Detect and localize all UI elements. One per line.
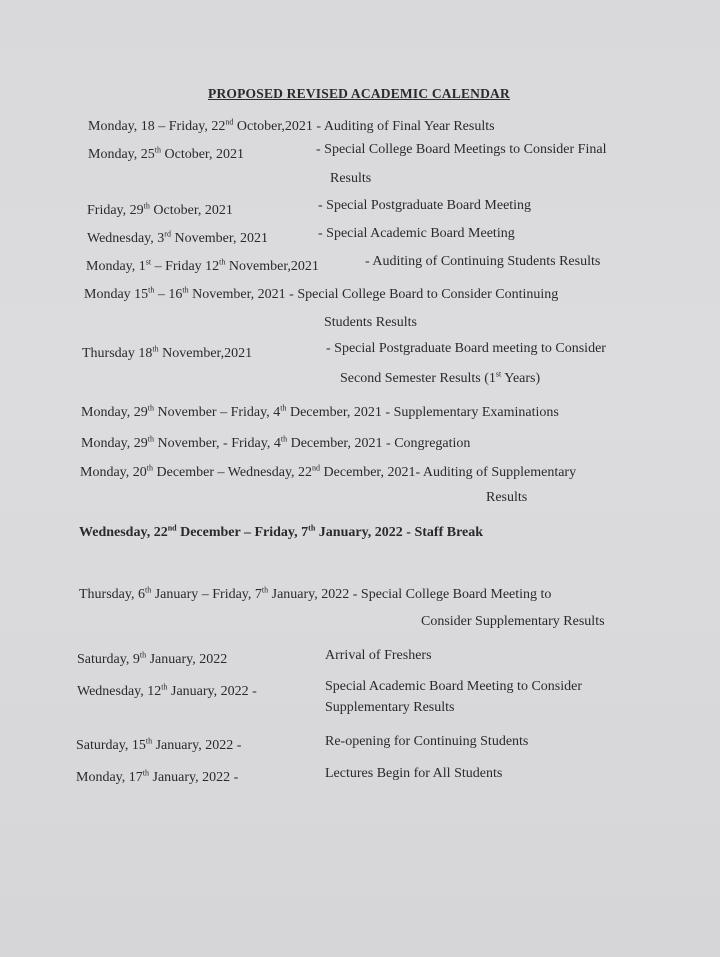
calendar-entry-event: - Special Postgraduate Board meeting to Consider (326, 341, 606, 356)
calendar-entry-date: Monday, 17th January, 2022 - (76, 768, 239, 785)
calendar-entry-date: Monday, 18 – Friday, 22nd October,2021 - Auditing of Final Year Results (88, 117, 495, 134)
calendar-entry-date: Monday, 20th December – Wednesday, 22nd December, 2021- Auditing of Supplementary (80, 463, 577, 480)
calendar-entry-event: - Special Academic Board Meeting (318, 226, 515, 241)
calendar-entry-event: - Special Postgraduate Board Meeting (318, 198, 532, 213)
calendar-entry-event-cont: Students Results (324, 315, 417, 330)
calendar-entry-date: Monday, 25th October, 2021 (88, 145, 245, 162)
calendar-entry-date: Monday 15th – 16th November, 2021 - Special College Board to Consider Continuing (84, 285, 559, 302)
calendar-entry-event: - Auditing of Continuing Students Results (365, 254, 601, 269)
calendar-entry-date: Wednesday, 3rd November, 2021 (87, 229, 268, 246)
calendar-entry-date-staff-break: Wednesday, 22nd December – Friday, 7th January, 2022 - Staff Break (79, 523, 484, 540)
page-title: PROPOSED REVISED ACADEMIC CALENDAR (208, 86, 510, 101)
calendar-entry-event: Arrival of Freshers (325, 648, 432, 663)
calendar-entry-date: Friday, 29th October, 2021 (87, 201, 233, 218)
calendar-entry-event-cont: Results (486, 490, 528, 505)
calendar-entry-date: Thursday 18th November,2021 (82, 344, 253, 361)
calendar-entry-event-cont: Results (330, 171, 372, 186)
calendar-entry-event: Special Academic Board Meeting to Consider (325, 679, 582, 694)
calendar-entry-date: Saturday, 15th January, 2022 - (76, 736, 242, 753)
calendar-entry-event-cont: Consider Supplementary Results (421, 614, 605, 629)
calendar-entry-event: Lectures Begin for All Students (325, 766, 503, 781)
calendar-entry-event-cont: Second Semester Results (1st Years) (340, 369, 541, 386)
calendar-entry-event-cont: Supplementary Results (325, 700, 455, 715)
calendar-entry-date: Monday, 1st – Friday 12th November,2021 (86, 257, 319, 274)
calendar-entry-date: Monday, 29th November – Friday, 4th December, 2021 - Supplementary Examinations (81, 403, 559, 420)
calendar-entry-event: Re-opening for Continuing Students (325, 734, 529, 749)
calendar-entry-date: Thursday, 6th January – Friday, 7th January, 2022 - Special College Board Meeting to (79, 585, 552, 602)
calendar-entry-event: - Special College Board Meetings to Consider Final (316, 142, 607, 157)
calendar-entry-date: Saturday, 9th January, 2022 (77, 650, 228, 667)
calendar-entry-date: Wednesday, 12th January, 2022 - (77, 682, 257, 699)
calendar-entry-date: Monday, 29th November, - Friday, 4th December, 2021 - Congregation (81, 434, 471, 451)
